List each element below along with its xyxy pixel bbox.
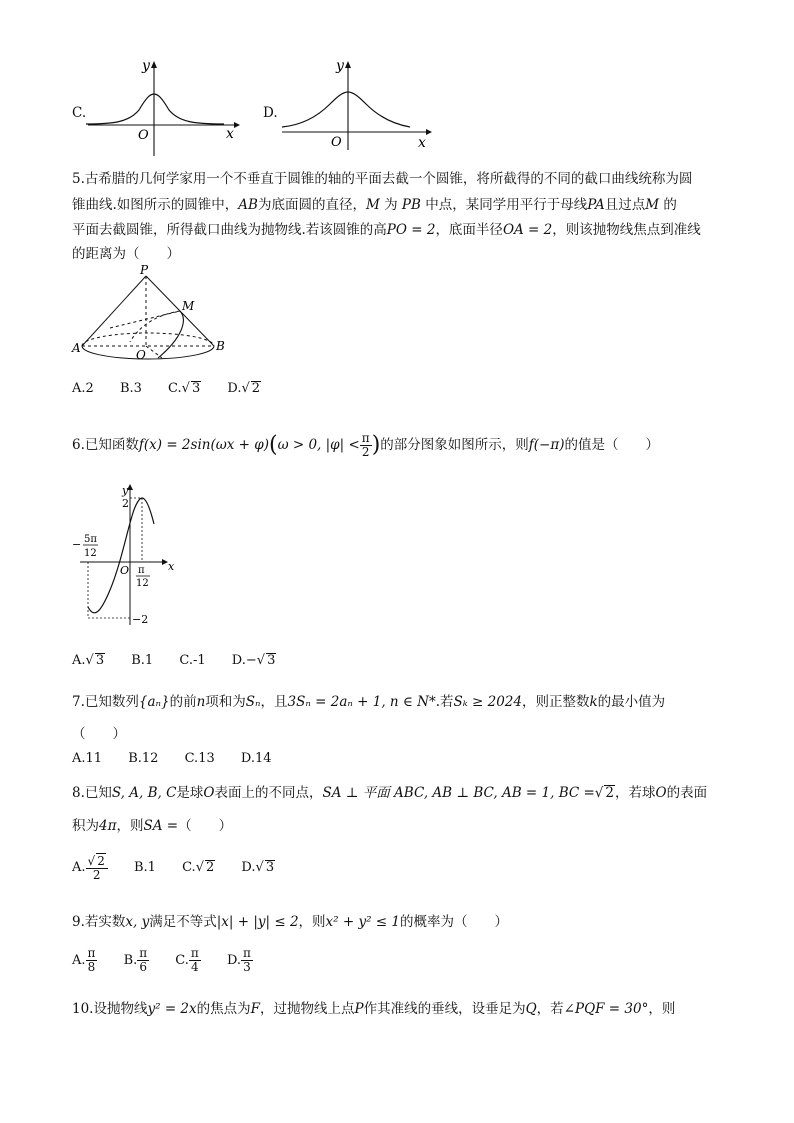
q5-line4: 的距离为（ ） xyxy=(72,246,180,262)
q10-line1: 10.设抛物线y² = 2x的焦点为F，过抛物线上点P作其准线的垂线，设垂足为Q，若∠PQF = 30°，则 xyxy=(72,1001,676,1017)
q6-options xyxy=(72,652,276,670)
q8-line2: 积为4π，则SA =（ ） xyxy=(72,818,233,834)
pos-tick-num: π xyxy=(138,565,145,576)
min-label: −2 xyxy=(132,613,149,626)
q8-option-c[interactable]: C.√ 2 xyxy=(182,860,215,875)
parabola-back xyxy=(130,311,180,342)
point-a: A xyxy=(72,341,81,355)
y-axis-arrow xyxy=(151,61,157,68)
q6-option-d[interactable]: D.−√ 3 xyxy=(231,653,276,668)
q9-option-b[interactable]: B. $\frac{\pi}{6}$ xyxy=(123,946,148,974)
q5-option-b[interactable]: B.3 xyxy=(119,381,142,396)
q8-line1: 8.已知S, A, B, C是球O表面上的不同点，SA ⊥ 平面 ABC, AB ⊥ BC, AB = 1, BC =√ 2，若球O的表面 xyxy=(72,785,708,801)
x-axis-arrow xyxy=(234,122,240,128)
point-b: B xyxy=(216,339,225,353)
q5-line2: 锥曲线.如图所示的圆锥中，AB为底面圆的直径，M 为 PB 中点，某同学用平行于母线PA且过点M 的 xyxy=(72,197,677,213)
y-label: y xyxy=(336,58,344,74)
y-axis-arrow xyxy=(345,61,351,68)
x-label: x xyxy=(168,560,175,573)
option-c-label: C. xyxy=(72,105,87,121)
graph-option-d xyxy=(278,58,438,158)
q7-option-d[interactable]: D.14 xyxy=(240,751,272,766)
q5-option-c[interactable]: C.√ 3 xyxy=(168,381,201,396)
q7-options xyxy=(72,750,272,768)
graph-option-c xyxy=(84,58,244,158)
q5-options xyxy=(72,380,261,398)
origin-label: O xyxy=(331,135,342,150)
q9-option-a[interactable]: A. $\frac{\pi}{8}$ xyxy=(72,946,96,974)
q9-options xyxy=(72,947,253,974)
origin-label: O xyxy=(138,128,149,143)
q8-option-b[interactable]: B.1 xyxy=(133,860,156,875)
neg-tick-sign: − xyxy=(72,538,82,551)
y-label: y xyxy=(142,58,150,74)
q9-line1: 9.若实数x, y满足不等式|x| + |y| ≤ 2，则x² + y² ≤ 1的概率为（ ） xyxy=(72,914,508,930)
q6-option-c[interactable]: C.-1 xyxy=(179,653,206,668)
q6-option-a[interactable]: A.√ 3 xyxy=(72,653,105,668)
x-label: x xyxy=(226,126,234,142)
q8-option-a[interactable]: A. $\frac{√ 2}{2}$ xyxy=(72,860,108,875)
q7-line1: 7.已知数列{aₙ}的前n项和为Sₙ，且3Sₙ = 2aₙ + 1, n ∈ N*.若Sₖ ≥ 2024，则正整数k的最小值为 xyxy=(72,694,666,710)
y-label: y xyxy=(122,484,129,497)
q5-line1: 5.古希腊的几何学家用一个不垂直于圆锥的轴的平面去截一个圆锥，将所截得的不同的截口曲线统称为圆 xyxy=(72,171,693,187)
neg-tick-den: 12 xyxy=(84,548,97,559)
sine-graph xyxy=(70,480,180,630)
option-d-label: D. xyxy=(263,105,278,121)
sine-curve xyxy=(88,498,154,613)
point-o: O xyxy=(136,348,146,362)
q8-options xyxy=(72,853,275,882)
sqrt-sign: √ xyxy=(256,653,266,668)
point-m: M xyxy=(182,299,195,313)
sqrt-sign: √ xyxy=(195,860,204,875)
x-axis-arrow xyxy=(426,129,432,135)
q6-option-b[interactable]: B.1 xyxy=(131,653,154,668)
x-label: x xyxy=(418,135,426,151)
q5-line3: 平面去截圆锥，所得截口曲线为抛物线.若该圆锥的高PO = 2，底面半径OA = 2，则该抛物线焦点到准线 xyxy=(72,222,701,238)
max-label: 2 xyxy=(122,497,129,510)
q8-option-d[interactable]: D.√ 3 xyxy=(241,860,275,875)
q5-option-d[interactable]: D.√ 2 xyxy=(227,381,261,396)
q7-option-b[interactable]: B.12 xyxy=(128,751,159,766)
q9-option-d[interactable]: D. $\frac{\pi}{3}$ xyxy=(226,946,251,974)
sqrt-sign: √ xyxy=(241,381,250,396)
q9-option-c[interactable]: C. $\frac{\pi}{4}$ xyxy=(175,946,199,974)
q5-option-a[interactable]: A.2 xyxy=(72,381,94,396)
sqrt-sign: √ xyxy=(594,785,604,801)
cone-base-back xyxy=(82,333,214,346)
sqrt-sign: √ xyxy=(255,860,264,875)
neg-tick-num: 5π xyxy=(84,534,97,545)
sqrt-sign: √ xyxy=(181,381,190,396)
q7-blank: （ ） xyxy=(72,726,126,742)
bell-curve xyxy=(86,94,224,124)
pos-tick-den: 12 xyxy=(136,578,149,589)
q6-line1: 6.已知函数f(x) = 2sin(ωx + φ)(ω > 0, |φ| < $\frac{\pi}{2}$ )的部分图象如图所示，则f(−π)的值是（ ） xyxy=(72,431,659,459)
point-p: P xyxy=(140,263,149,277)
pi-over-2: $\frac{\pi}{2}$ xyxy=(361,431,370,459)
origin-label: O xyxy=(120,564,130,577)
cone-figure xyxy=(70,262,230,372)
q7-option-c[interactable]: C.13 xyxy=(184,751,215,766)
bell-curve xyxy=(282,92,410,127)
q7-option-a[interactable]: A.11 xyxy=(72,751,103,766)
sqrt-sign: √ xyxy=(85,653,94,668)
